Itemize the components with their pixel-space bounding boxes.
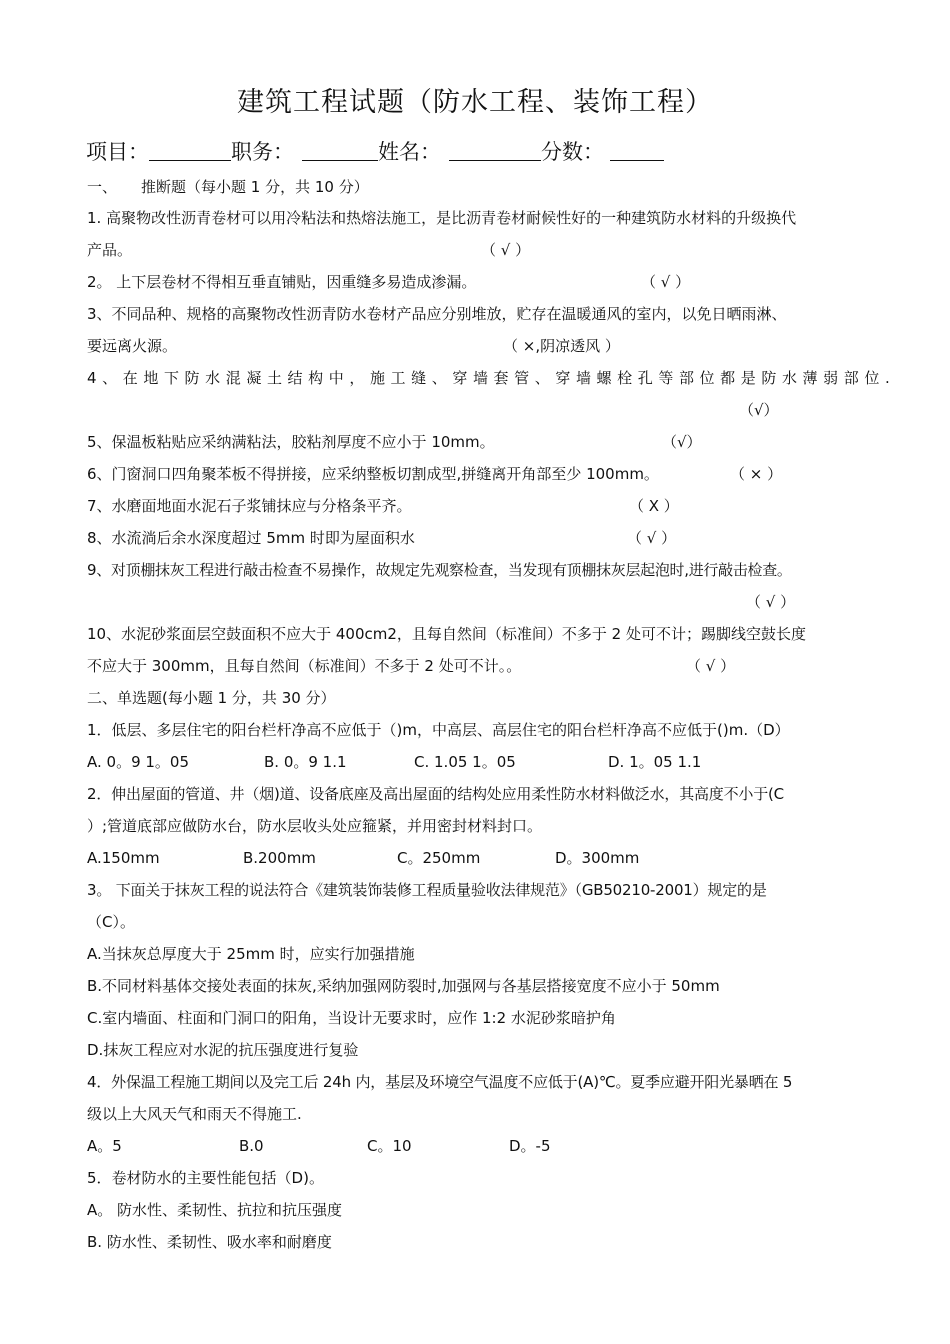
s2-q3-line2: （C）。 <box>87 913 135 931</box>
page-title: 建筑工程试题（防水工程、装饰工程） <box>237 87 713 118</box>
project-label: 项目： <box>86 140 149 164</box>
s2-q3-option-d: D.抹灰工程应对水泥的抗压强度进行复验 <box>87 1041 359 1059</box>
s1-q8: 8、水流淌后余水深度超过 5mm 时即为屋面积水 <box>87 529 415 547</box>
position-blank[interactable] <box>302 140 378 161</box>
s1-q9-line1: 9、对顶棚抹灰工程进行敲击检查不易操作，故规定先观察检查，当发现有顶棚抹灰层起泡时,进行敲击检查。 <box>87 561 792 579</box>
s1-q10-answer: （ √ ） <box>686 657 736 675</box>
s2-q1-option-b: B. 0。9 1.1 <box>264 753 347 771</box>
s2-q4-option-c: C。10 <box>367 1137 412 1155</box>
s2-q3-option-b: B.不同材料基体交接处表面的抹灰,采纳加强网防裂时,加强网与各基层搭接宽度不应小于 50mm <box>87 977 720 995</box>
position-label: 职务： <box>231 140 294 164</box>
s2-q2-option-c: C。250mm <box>397 849 481 867</box>
s2-q2-option-b: B.200mm <box>243 849 316 867</box>
s1-q1-line2: 产品。 <box>87 241 133 259</box>
s1-q5: 5、保温板粘贴应采纳满粘法，胶粘剂厚度不应小于 10mm。 <box>87 433 495 451</box>
s1-q5-answer: （√） <box>662 433 702 451</box>
s2-q2-line2: ）;管道底部应做防水台，防水层收头处应箍紧，并用密封材料封口。 <box>87 817 543 835</box>
section1-heading-num: 一、 <box>87 178 118 196</box>
s1-q6: 6、门窗洞口四角聚苯板不得拼接，应采纳整板切割成型,拼缝离开角部至少 100mm。 <box>87 465 659 483</box>
section2-heading: 二、单选题(每小题 1 分，共 30 分） <box>87 689 336 707</box>
s1-q10-line1: 10、水泥砂浆面层空鼓面积不应大于 400cm2，且每自然间（标准间）不多于 2 处可不计；踢脚线空鼓长度 <box>87 625 806 643</box>
s1-q7-answer: （ X ） <box>629 497 679 515</box>
s2-q1-option-a: A. 0。9 1。05 <box>87 753 190 771</box>
s2-q2-line1: 2．伸出屋面的管道、井（烟)道、设备底座及高出屋面的结构处应用柔性防水材料做泛水，其高度不小于(C <box>87 785 784 803</box>
s1-q10-line2: 不应大于 300mm，且每自然间（标准间）不多于 2 处可不计。。 <box>87 657 522 675</box>
s2-q1-option-c: C. 1.05 1。05 <box>414 753 516 771</box>
score-blank[interactable] <box>610 140 664 161</box>
s1-q2-answer: （ √ ） <box>641 273 691 291</box>
s1-q4-answer: （√） <box>739 401 779 419</box>
s2-q3-line1: 3。 下面关于抹灰工程的说法符合《建筑装饰装修工程质量验收法律规范》（GB50210-2001）规定的是 <box>87 881 767 899</box>
exam-header <box>86 136 664 166</box>
s1-q3-line1: 3、不同品种、规格的高聚物改性沥青防水卷材产品应分别堆放，贮存在温暖通风的室内，以免日晒雨淋、 <box>87 305 787 323</box>
name-blank[interactable] <box>449 140 541 161</box>
s2-q5: 5．卷材防水的主要性能包括（D)。 <box>87 1169 324 1187</box>
s2-q4-option-a: A。5 <box>87 1137 122 1155</box>
s2-q4-option-b: B.0 <box>239 1137 264 1155</box>
s2-q3-option-a: A.当抹灰总厚度大于 25mm 时，应实行加强措施 <box>87 945 415 963</box>
s2-q5-option-b: B. 防水性、柔韧性、吸水率和耐磨度 <box>87 1233 332 1251</box>
project-blank[interactable] <box>149 140 231 161</box>
s2-q4-line2: 级以上大风天气和雨天不得施工. <box>87 1105 302 1123</box>
s2-q4-option-d: D。-5 <box>509 1137 551 1155</box>
s2-q2-option-a: A.150mm <box>87 849 160 867</box>
s1-q3-answer: （ ×,阴凉透风 ） <box>503 337 620 355</box>
name-label: 姓名： <box>378 140 441 164</box>
s1-q1-answer: （ √ ） <box>481 241 531 259</box>
s1-q7: 7、水磨面地面水泥石子浆铺抹应与分格条平齐。 <box>87 497 412 515</box>
s2-q1: 1．低层、多层住宅的阳台栏杆净高不应低于（)m，中高层、高层住宅的阳台栏杆净高不应低于()m.（D） <box>87 721 790 739</box>
s1-q9-answer: （ √ ） <box>746 593 796 611</box>
section1-heading-text: 推断题（每小题 1 分，共 10 分） <box>141 178 369 196</box>
s2-q2-option-d: D。300mm <box>555 849 640 867</box>
s2-q1-option-d: D. 1。05 1.1 <box>608 753 702 771</box>
s1-q3-line2: 要远离火源。 <box>87 337 178 355</box>
s1-q2: 2。 上下层卷材不得相互垂直铺贴，因重缝多易造成渗漏。 <box>87 273 477 291</box>
s2-q5-option-a: A。 防水性、柔韧性、抗拉和抗压强度 <box>87 1201 343 1219</box>
s2-q4-line1: 4．外保温工程施工期间以及完工后 24h 内，基层及环境空气温度不应低于(A)℃。夏季应避开阳光暴晒在 5 <box>87 1073 793 1091</box>
s1-q4-line1: 4、在地下防水混凝土结构中，施工缝、穿墙套管、穿墙螺栓孔等部位都是防水薄弱部位. <box>87 369 896 387</box>
s1-q6-answer: （ × ） <box>730 465 783 483</box>
s2-q3-option-c: C.室内墙面、柱面和门洞口的阳角，当设计无要求时，应作 1:2 水泥砂浆暗护角 <box>87 1009 616 1027</box>
s1-q8-answer: （ √ ） <box>627 529 677 547</box>
score-label: 分数： <box>541 140 604 164</box>
section1-heading <box>87 177 369 197</box>
s1-q1-line1: 1. 高聚物改性沥青卷材可以用冷粘法和热熔法施工，是比沥青卷材耐候性好的一种建筑防水材料的升级换代 <box>87 209 797 227</box>
